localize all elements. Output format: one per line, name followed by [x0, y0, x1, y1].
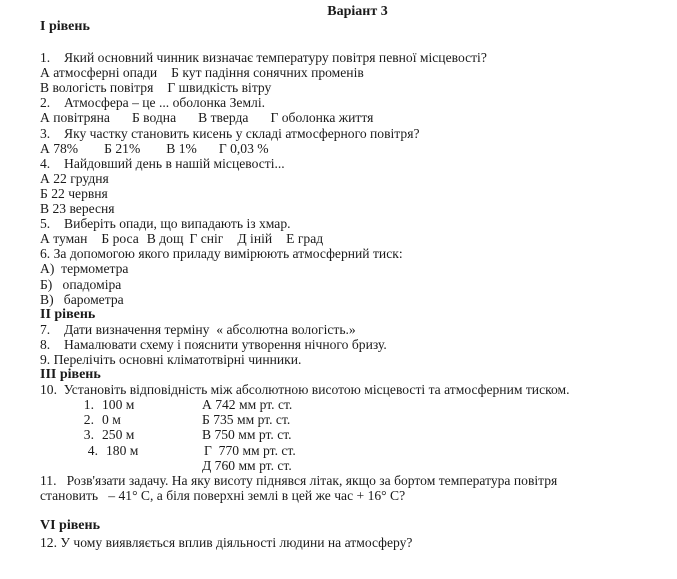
option: Б) опадоміра [40, 276, 122, 292]
option: Г сніг [189, 231, 224, 247]
item-number: 2. [83, 412, 94, 428]
question-5 [40, 216, 670, 231]
option: В 1% [166, 140, 197, 156]
option: В тверда [198, 110, 249, 126]
option: В 23 вересня [40, 201, 115, 217]
option: Г швидкість вітру [167, 80, 272, 96]
match-row [40, 458, 670, 473]
item-value: 180 м [106, 442, 139, 458]
question-2-options [40, 110, 670, 125]
document-title: Варіант 3 [327, 4, 388, 19]
option: В) барометра [40, 291, 124, 307]
question-text: Атмосфера – це ... оболонка Землі. [64, 95, 266, 111]
document-body [40, 19, 670, 550]
option: Б 22 червня [40, 185, 108, 201]
option: В вологість повітря [40, 80, 154, 96]
question-11: 11. Розв'язати задачу. На яку висоту піднявся літак, якщо за бортом температура повітря [40, 472, 558, 488]
question-number: 3. [40, 125, 51, 141]
pressure-item: Д 760 мм рт. ст. [202, 457, 292, 473]
question-1-options-a [40, 65, 670, 80]
question-8 [40, 337, 670, 352]
option: Д іній [237, 231, 273, 247]
option: Б водна [131, 110, 177, 126]
altitude-item [70, 397, 134, 412]
question-number: 8. [40, 336, 51, 352]
level-2-heading: II рівень [40, 306, 96, 322]
level-4-heading: VI рівень [40, 517, 100, 533]
question-3 [40, 126, 670, 141]
option: Б 21% [104, 140, 141, 156]
question-2 [40, 95, 670, 110]
question-number: 2. [40, 95, 51, 111]
question-1 [40, 50, 670, 65]
pressure-item: В 750 мм рт. ст. [202, 427, 292, 443]
option: Б роса [101, 231, 139, 247]
option: А атмосферні опади [40, 65, 158, 81]
question-11-continued: становить – 41° С, а біля поверхні землі в цей же час + 16° С? [40, 487, 406, 503]
question-number: 5. [40, 216, 51, 232]
match-row [40, 412, 670, 427]
pressure-item: А 742 мм рт. ст. [202, 397, 293, 413]
option: А туман [40, 231, 88, 247]
match-row [40, 397, 670, 412]
option: А 78% [40, 140, 79, 156]
altitude-item [74, 443, 138, 458]
item-number: 4. [87, 442, 98, 458]
option: Г оболонка життя [270, 110, 374, 126]
item-number: 1. [83, 397, 94, 413]
altitude-item [70, 427, 134, 442]
question-number: 7. [40, 321, 51, 337]
item-number: 3. [83, 427, 94, 443]
question-text: Намалювати схему і пояснити утворення нічного бризу. [64, 336, 387, 352]
question-12: 12. У чому виявляється вплив діяльності людини на атмосферу? [40, 535, 413, 550]
option: А повітряна [40, 110, 110, 126]
question-10: 10. Установіть відповідність між абсолютною висотою місцевості та атмосферним тиском. [40, 382, 570, 398]
option: В дощ [146, 231, 184, 247]
question-text: Виберіть опади, що випадають із хмар. [64, 216, 291, 232]
question-1-options-b [40, 80, 670, 95]
level-3-heading: III рівень [40, 367, 101, 383]
item-value: 100 м [102, 397, 135, 413]
option: А 22 грудня [40, 170, 109, 186]
question-7 [40, 322, 670, 337]
question-text: Яку частку становить кисень у складі атмосферного повітря? [64, 125, 420, 141]
level-1-heading: I рівень [40, 19, 90, 34]
pressure-item: Б 735 мм рт. ст. [202, 412, 291, 428]
question-9: 9. Перелічіть основні кліматотвірні чинники. [40, 351, 302, 367]
option: Е град [286, 231, 324, 247]
match-row [40, 427, 670, 442]
option: А) термометра [40, 261, 129, 277]
option: Г 0,03 % [218, 140, 269, 156]
altitude-item [70, 412, 121, 427]
question-text: Дати визначення терміну « абсолютна вологість.» [64, 321, 356, 337]
question-6: 6. За допомогою якого приладу вимірюють атмосферний тиск: [40, 246, 403, 262]
question-text: Найдовший день в нашій місцевості... [64, 155, 285, 171]
item-value: 0 м [102, 412, 121, 428]
question-5-options [40, 231, 670, 246]
question-3-options [40, 141, 670, 156]
item-value: 250 м [102, 427, 135, 443]
question-4 [40, 156, 670, 171]
match-row [40, 443, 670, 458]
question-number: 1. [40, 50, 51, 66]
option: Б кут падіння сонячних променів [171, 65, 364, 81]
question-number: 4. [40, 155, 51, 171]
pressure-item: Г 770 мм рт. ст. [204, 442, 296, 458]
question-text: Який основний чинник визначає температуру повітря певної місцевості? [64, 50, 487, 66]
